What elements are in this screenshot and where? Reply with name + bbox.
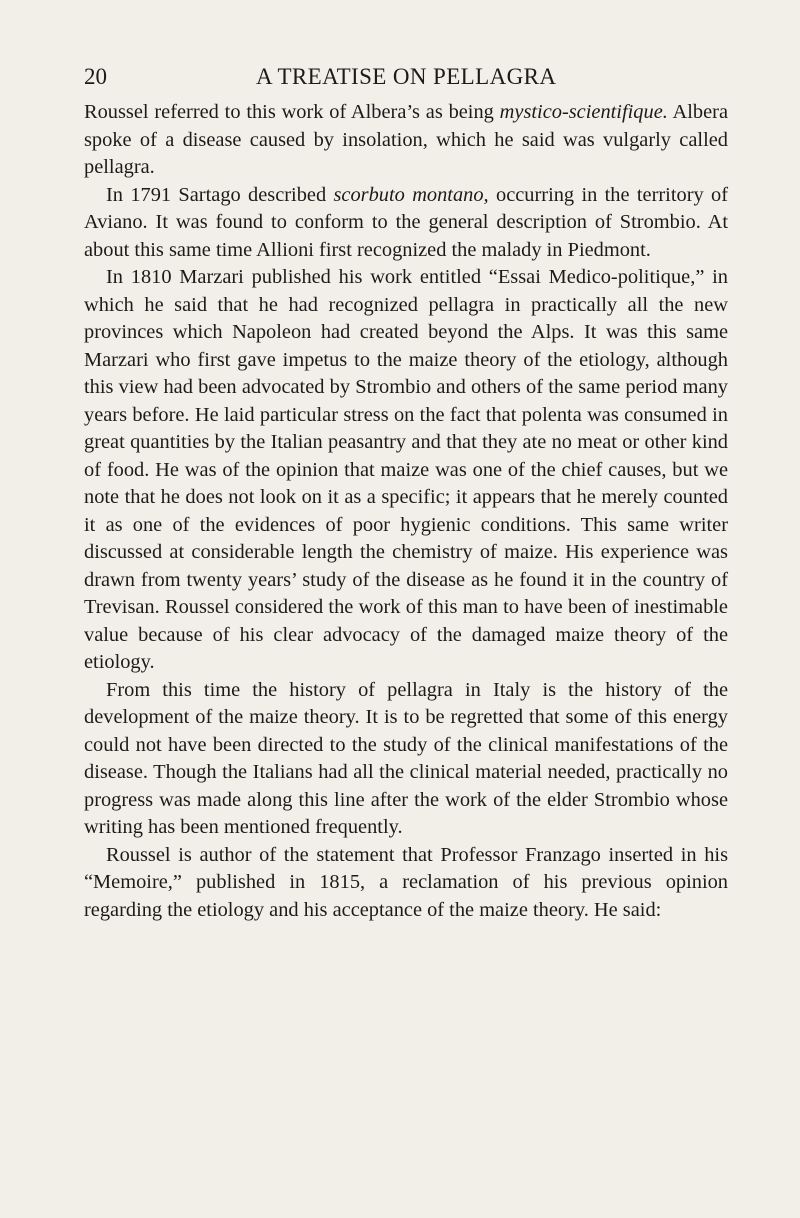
paragraph-5: Roussel is author of the statement that Professor Franzago inserted in his “Memoire,” published in 1815, a reclamation of his previous opinion regarding the etiology and his acceptance of the maize theory. He said: <box>84 843 728 921</box>
paragraph-1-text-a: Roussel referred to this work of Albera’s as being <box>84 101 500 123</box>
paragraph-1-text-b: Albera spoke of a disease caused by insolation, which he said was vulgarly called pellagra. <box>84 101 729 178</box>
running-head: A TREATISE ON PELLAGRA <box>256 64 557 89</box>
paragraph-1 <box>84 99 728 182</box>
page-header <box>84 60 724 94</box>
paragraph-2 <box>84 182 728 265</box>
paragraph-2-text-a: In 1791 Sartago described <box>106 183 334 206</box>
paragraph-2-text-b: occurring in the territory of Aviano. It was found to conform to the general description of Strombio. At about this same time Allioni first recognized the malady in Piedmont. <box>84 183 729 261</box>
paragraph-2-italic: scorbuto montano, <box>333 183 489 206</box>
body-text <box>84 99 728 924</box>
paragraph-1-italic: mystico-scientifique. <box>499 101 668 123</box>
paragraph-3: In 1810 Marzari published his work entitled “Essai Medico-politique,” in which he said that he had recognized pellagra in practically all the new provinces which Napoleon had created beyond the Alps. It was this same Marzari who first gave impetus to the maize theory of the etiology, although this view had been advocated by Strombio and others of the same period many years before. He laid particular stress on the fact that polenta was consumed in great quantities by the Italian peasantry and that they ate no meat or other kind of food. He was of the opinion that maize was one of the chief causes, but we note that he does not look on it as a specific; it appears that he merely counted it as one of the evidences of poor hygienic conditions. This same writer discussed at considerable length the chemistry of maize. His experience was drawn from twenty years’ study of the disease as he found it in the country of Trevisan. Roussel considered the work of this man to have been of inestimable value because of his clear advocacy of the damaged maize theory of the etiology. <box>84 266 728 673</box>
page-number: 20 <box>84 64 107 89</box>
paragraph-4: From this time the history of pellagra in Italy is the history of the development of the maize theory. It is to be regretted that some of this energy could not have been directed to the study of the clinical manifestations of the disease. Though the Italians had all the clinical material needed, practically no progress was made along this line after the work of the elder Strombio whose writing has been mentioned frequently. <box>84 678 728 838</box>
